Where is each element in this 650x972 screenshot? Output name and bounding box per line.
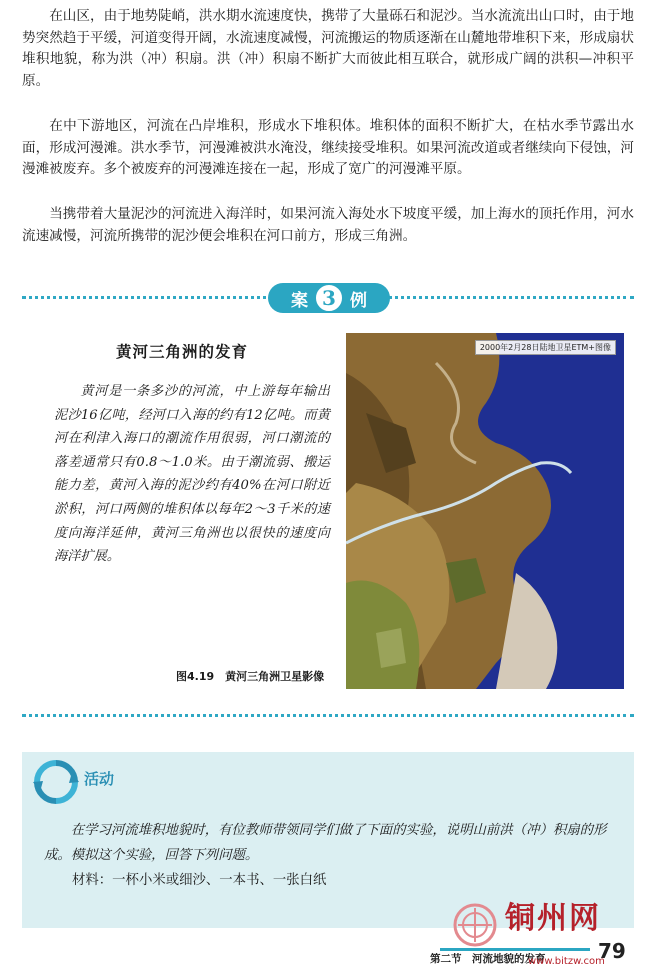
paragraph-alluvial-fan: 在山区，由于地势陡峭，洪水期水流速度快，携带了大量砾石和泥沙。当水流流出山口时，由于地势突然趋于平缓，河道变得开阔，水流速度减慢，河流搬运的物质逐渐在山麓地带堆积下来，形成扇状堆积地貌，称为洪（冲）积扇。洪（冲）积扇不断扩大而彼此相互联合，就形成广阔的洪积—冲积平原。: [22, 8, 634, 89]
case-banner: [268, 283, 390, 313]
satellite-image-label: 2000年2月28日陆地卫星ETM+图像: [475, 340, 616, 355]
activity-cycle-icon: [32, 758, 80, 806]
activity-title: 活动: [84, 770, 115, 788]
paragraph-floodplain: 在中下游地区，河流在凸岸堆积，形成水下堆积体。堆积体的面积不断扩大，在枯水季节露出水面，形成河漫滩。洪水季节，河漫滩被洪水淹没，继续接受堆积。如果河流改道或者继续向下侵蚀，河漫滩被废弃。多个被废弃的河漫滩连接在一起，形成了宽广的河漫滩平原。: [22, 118, 634, 177]
case-divider-bottom: [22, 714, 634, 717]
activity-text: 在学习河流堆积地貌时，有位教师带领同学们做了下面的实验，说明山前洪（冲）积扇的形成。模拟这个实验，回答下列问题。: [44, 823, 607, 863]
case-label-right: 例: [350, 290, 367, 311]
satellite-image: [346, 333, 624, 689]
case-body: 黄河是一条多沙的河流，中上游每年输出泥沙16亿吨，经河口入海的约有12亿吨。而黄河在利津入海口的潮流作用很弱，河口潮流的落差通常只有0.8～1.0米。由于潮流弱、搬运能力差，黄河入海的泥沙约有40%在河口附近淤积，河口两侧的堆积体以每年2～3千米的速度向海洋延伸，黄河三角洲也以很快的速度向海洋扩展。: [54, 384, 330, 565]
case-label-left: 案: [291, 290, 308, 311]
case-title: 黄河三角洲的发育: [116, 342, 249, 361]
paragraph-delta: 当携带着大量泥沙的河流进入海洋时，如果河流入海处水下坡度平缓，加上海水的顶托作用，河水流速减慢，河流所携带的泥沙便会堆积在河口前方，形成三角洲。: [22, 206, 634, 244]
watermark-url: www.bitzw.com: [528, 956, 605, 967]
case-number: 3: [314, 283, 344, 313]
watermark-text: 铜州网: [505, 901, 601, 936]
page-number: 79: [598, 939, 626, 963]
activity-materials: 材料：一杯小米或细沙、一本书、一张白纸: [72, 873, 327, 888]
figure-caption: 图4.19 黄河三角洲卫星影像: [176, 670, 325, 683]
footer-section-title: 第二节 河流地貌的发育: [430, 953, 546, 965]
